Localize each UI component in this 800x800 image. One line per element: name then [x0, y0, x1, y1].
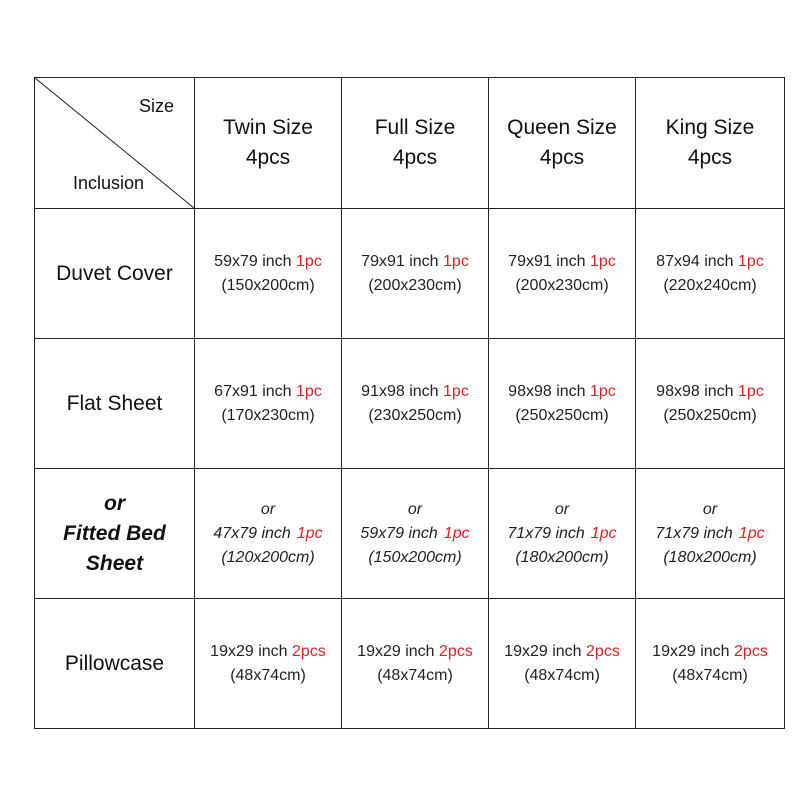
quantity: 1pc: [443, 252, 469, 270]
size-metric: (120x200cm): [221, 548, 315, 566]
quantity: 1pc: [296, 382, 322, 400]
header-row: [35, 78, 785, 209]
row-label-duvet-cover: Duvet Cover: [35, 209, 195, 339]
cell-pillow-full: [342, 599, 489, 729]
size-inch: 98x98 inch: [656, 382, 734, 400]
quantity: 1pc: [296, 252, 322, 270]
size-metric: (48x74cm): [524, 666, 600, 684]
size-metric: (230x250cm): [368, 406, 462, 424]
cell-fitted-twin: [195, 469, 342, 599]
table-row-flat-sheet: [35, 339, 785, 469]
size-metric: (180x200cm): [515, 548, 609, 566]
corner-size-label: Size: [138, 96, 174, 116]
size-inch: 19x29 inch: [357, 642, 435, 660]
size-metric: (250x250cm): [663, 406, 757, 424]
row-label-fitted-sheet: [35, 469, 195, 599]
cell-flat-twin: [195, 339, 342, 469]
cell-flat-queen: [489, 339, 636, 469]
cell-pillow-king: [636, 599, 785, 729]
cell-fitted-full: [342, 469, 489, 599]
cell-pillow-twin: [195, 599, 342, 729]
quantity: 1pc: [443, 524, 470, 542]
column-header-title: Queen Size: [507, 116, 617, 139]
quantity: 2pcs: [586, 642, 620, 660]
column-header-king: [636, 78, 785, 209]
size-inch: 59x79 inch: [214, 252, 292, 270]
size-metric: (150x200cm): [221, 276, 315, 294]
size-metric: (48x74cm): [377, 666, 453, 684]
size-inch: 71x79 inch: [507, 524, 585, 542]
or-label: or: [260, 500, 276, 518]
cell-pillow-queen: [489, 599, 636, 729]
quantity: 2pcs: [734, 642, 768, 660]
row-label-flat-sheet: Flat Sheet: [35, 339, 195, 469]
size-metric: (170x230cm): [221, 406, 315, 424]
quantity: 1pc: [738, 252, 764, 270]
size-metric: (250x250cm): [515, 406, 609, 424]
quantity: 1pc: [590, 252, 616, 270]
size-inch: 19x29 inch: [504, 642, 582, 660]
size-inch: 47x79 inch: [213, 524, 291, 542]
column-header-count: 4pcs: [539, 146, 585, 169]
quantity: 1pc: [590, 382, 616, 400]
column-header-title: King Size: [665, 116, 755, 139]
or-label: or: [407, 500, 423, 518]
quantity: 1pc: [296, 524, 323, 542]
or-label: or: [702, 500, 718, 518]
size-chart-table: [34, 77, 785, 729]
column-header-count: 4pcs: [687, 146, 733, 169]
quantity: 2pcs: [439, 642, 473, 660]
corner-cell: [35, 78, 195, 209]
size-inch: 67x91 inch: [214, 382, 292, 400]
size-metric: (200x230cm): [515, 276, 609, 294]
cell-duvet-twin: [195, 209, 342, 339]
size-inch: 59x79 inch: [360, 524, 438, 542]
size-metric: (220x240cm): [663, 276, 757, 294]
size-metric: (200x230cm): [368, 276, 462, 294]
size-inch: 98x98 inch: [508, 382, 586, 400]
cell-fitted-queen: [489, 469, 636, 599]
column-header-full: [342, 78, 489, 209]
column-header-count: 4pcs: [245, 146, 291, 169]
size-metric: (180x200cm): [663, 548, 757, 566]
size-metric: (48x74cm): [230, 666, 306, 684]
quantity: 1pc: [590, 524, 617, 542]
table-row-duvet-cover: [35, 209, 785, 339]
quantity: 1pc: [738, 524, 765, 542]
or-label: or: [554, 500, 570, 518]
size-metric: (150x200cm): [368, 548, 462, 566]
cell-duvet-king: [636, 209, 785, 339]
quantity: 1pc: [443, 382, 469, 400]
corner-inclusion-label: Inclusion: [73, 173, 145, 193]
row-label-or: or: [104, 491, 125, 515]
column-header-title: Twin Size: [223, 116, 313, 139]
cell-flat-king: [636, 339, 785, 469]
size-inch: 19x29 inch: [652, 642, 730, 660]
column-header-twin: [195, 78, 342, 209]
size-inch: 71x79 inch: [655, 524, 733, 542]
size-inch: 91x98 inch: [361, 382, 439, 400]
size-inch: 79x91 inch: [361, 252, 439, 270]
quantity: 1pc: [738, 382, 764, 400]
cell-duvet-queen: [489, 209, 636, 339]
cell-flat-full: [342, 339, 489, 469]
size-inch: 19x29 inch: [210, 642, 288, 660]
column-header-count: 4pcs: [392, 146, 438, 169]
column-header-queen: [489, 78, 636, 209]
size-inch: 87x94 inch: [656, 252, 734, 270]
cell-duvet-full: [342, 209, 489, 339]
size-inch: 79x91 inch: [508, 252, 586, 270]
row-label-pillowcase: Pillowcase: [35, 599, 195, 729]
cell-fitted-king: [636, 469, 785, 599]
quantity: 2pcs: [292, 642, 326, 660]
table-row-pillowcase: [35, 599, 785, 729]
size-metric: (48x74cm): [672, 666, 748, 684]
table-row-fitted-sheet: [35, 469, 785, 599]
column-header-title: Full Size: [374, 116, 456, 139]
row-label-line2: Sheet: [85, 551, 144, 575]
row-label-line1: Fitted Bed: [63, 521, 166, 545]
